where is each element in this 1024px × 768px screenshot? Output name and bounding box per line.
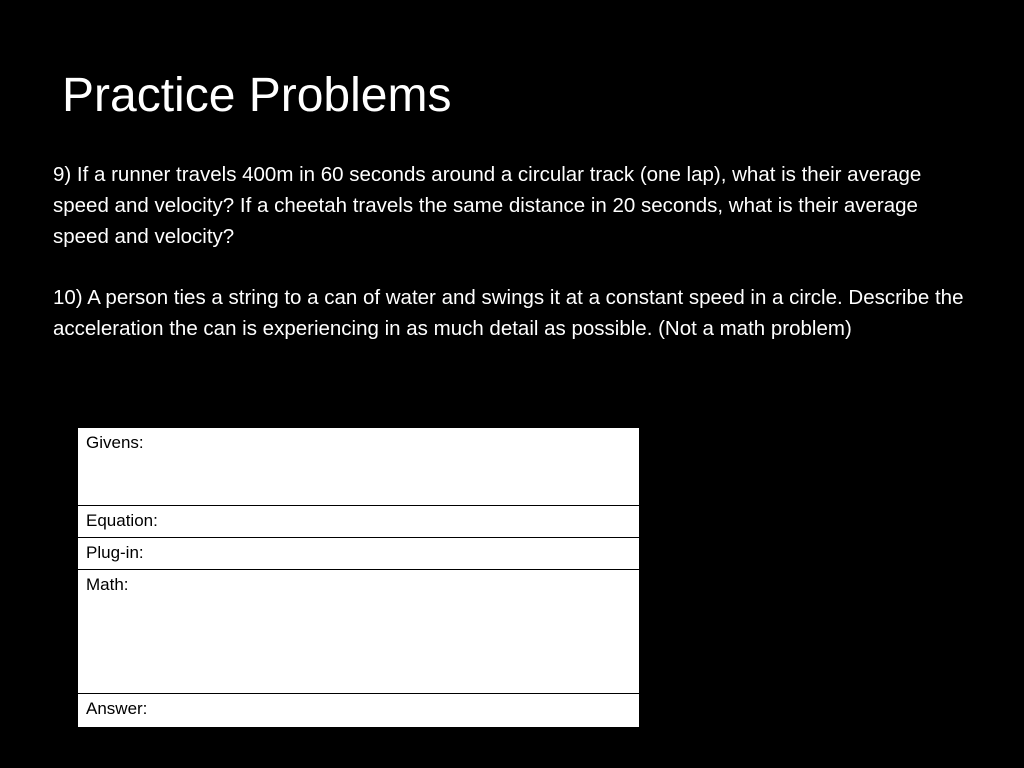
table-row <box>78 570 640 694</box>
paragraph-spacer <box>53 252 973 283</box>
table-row <box>78 538 640 570</box>
givens-cell: Givens: <box>78 428 640 506</box>
problem-text-block <box>53 160 973 345</box>
math-cell: Math: <box>78 570 640 694</box>
plug-in-cell: Plug-in: <box>78 538 640 570</box>
table-row <box>78 428 640 506</box>
slide-title: Practice Problems <box>62 69 452 122</box>
table-row <box>78 506 640 538</box>
equation-cell: Equation: <box>78 506 640 538</box>
worksheet-table <box>77 427 640 728</box>
problem-10-text: 10) A person ties a string to a can of water and swings it at a constant speed in a circle. Describe the acceleration the can is experiencing in as much detail as possible. (Not a math problem) <box>53 286 964 340</box>
table-row <box>78 694 640 728</box>
problem-9-text: 9) If a runner travels 400m in 60 seconds around a circular track (one lap), what is their average speed and velocity? If a cheetah travels the same distance in 20 seconds, what is their average speed and velocity? <box>53 163 922 248</box>
answer-cell: Answer: <box>78 694 640 728</box>
